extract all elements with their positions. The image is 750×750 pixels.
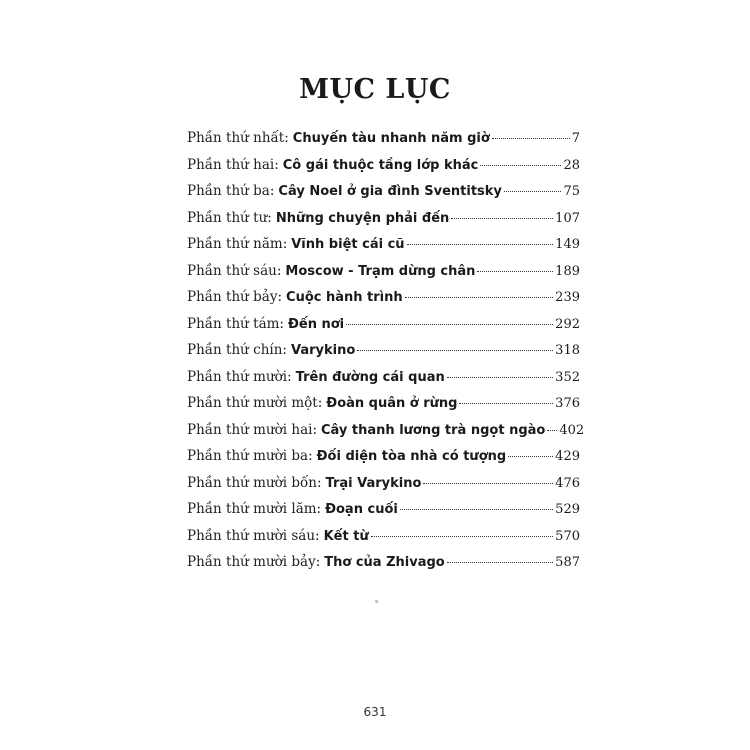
toc-entry bbox=[187, 475, 580, 502]
part-label: Phần thứ mười sáu bbox=[187, 527, 316, 544]
toc-entry bbox=[187, 236, 580, 263]
entry-page-number: 352 bbox=[555, 369, 580, 385]
dot-leader bbox=[447, 377, 553, 378]
dot-leader bbox=[508, 456, 553, 457]
entry-page-number: 75 bbox=[563, 184, 580, 199]
part-label: Phần thứ sáu bbox=[187, 262, 277, 279]
separator: : bbox=[284, 130, 289, 146]
dot-leader bbox=[477, 271, 553, 272]
chapter-title: Cây thanh lương trà ngọt ngào bbox=[321, 422, 546, 438]
page-title: MỤC LỤC bbox=[299, 74, 451, 105]
separator: : bbox=[287, 368, 292, 385]
part-label: Phần thứ nhất bbox=[187, 130, 285, 146]
toc-entry bbox=[187, 289, 580, 316]
part-label: Phần thứ hai bbox=[187, 156, 275, 173]
toc-entry bbox=[187, 157, 580, 184]
chapter-title: Trên đường cái quan bbox=[295, 369, 445, 385]
dot-leader bbox=[423, 483, 553, 484]
chapter-title: Varykino bbox=[290, 343, 356, 358]
separator: : bbox=[274, 156, 279, 173]
separator: : bbox=[282, 342, 287, 358]
dot-leader bbox=[451, 218, 553, 219]
part-label: Phần thứ tư bbox=[187, 209, 268, 226]
separator: : bbox=[316, 501, 322, 517]
separator: : bbox=[317, 395, 323, 411]
entry-page-number: 429 bbox=[555, 449, 580, 464]
part-label: Phần thứ ba bbox=[187, 183, 270, 199]
entry-page-number: 529 bbox=[555, 502, 580, 517]
chapter-title: Đoạn cuối bbox=[325, 502, 398, 517]
entry-page-number: 318 bbox=[555, 343, 580, 358]
separator: : bbox=[308, 448, 313, 464]
part-label: Phần thứ mười bbox=[187, 368, 288, 385]
entry-page-number: 28 bbox=[563, 157, 580, 173]
entry-page-number: 402 bbox=[559, 422, 585, 438]
dot-leader bbox=[492, 138, 570, 139]
part-label: Phần thứ mười lăm bbox=[187, 501, 317, 517]
dot-leader bbox=[480, 165, 561, 166]
entry-page-number: 189 bbox=[555, 263, 580, 279]
separator: : bbox=[277, 289, 283, 305]
part-label: Phần thứ năm bbox=[187, 236, 283, 252]
separator: : bbox=[269, 183, 275, 199]
entry-page-number: 7 bbox=[571, 131, 580, 146]
chapter-title: Chuyến tàu nhanh năm giờ bbox=[292, 131, 490, 146]
part-label: Phần thứ mười hai bbox=[187, 421, 313, 438]
separator: : bbox=[282, 236, 288, 252]
toc-entry bbox=[187, 183, 580, 210]
chapter-title: Cuộc hành trình bbox=[286, 290, 403, 305]
separator: : bbox=[315, 554, 321, 570]
chapter-title: Những chuyện phải đến bbox=[275, 210, 450, 226]
dot-leader bbox=[346, 324, 553, 325]
entry-page-number: 107 bbox=[555, 210, 580, 226]
dot-leader bbox=[447, 562, 553, 563]
toc-entry bbox=[187, 528, 580, 555]
toc-entry bbox=[187, 421, 585, 449]
entry-page-number: 587 bbox=[555, 555, 580, 570]
part-label: Phần thứ tám bbox=[187, 315, 280, 332]
separator: : bbox=[312, 421, 317, 438]
toc-entry bbox=[187, 130, 580, 157]
chapter-title: Moscow - Trạm dừng chân bbox=[285, 263, 476, 279]
paper-speck bbox=[375, 600, 378, 603]
dot-leader bbox=[547, 430, 557, 431]
separator: : bbox=[315, 527, 320, 544]
chapter-title: Vĩnh biệt cái cũ bbox=[291, 237, 405, 252]
entry-page-number: 376 bbox=[555, 396, 580, 411]
page-number: 631 bbox=[363, 705, 387, 719]
part-label: Phần thứ chín bbox=[187, 342, 283, 358]
dot-leader bbox=[400, 509, 553, 510]
toc-entry bbox=[187, 210, 580, 237]
part-label: Phần thứ mười bốn bbox=[187, 474, 317, 491]
separator: : bbox=[276, 262, 282, 279]
entry-page-number: 239 bbox=[555, 290, 580, 305]
part-label: Phần thứ mười một bbox=[187, 395, 318, 411]
dot-leader bbox=[459, 403, 553, 404]
part-label: Phần thứ bảy bbox=[187, 289, 278, 305]
chapter-title: Đối diện tòa nhà có tượng bbox=[316, 449, 507, 464]
toc-entry bbox=[187, 369, 580, 396]
toc-entry bbox=[187, 342, 580, 369]
toc-entry bbox=[187, 554, 580, 581]
table-of-contents bbox=[187, 130, 585, 581]
chapter-title: Trại Varykino bbox=[325, 475, 422, 491]
chapter-title: Đến nơi bbox=[287, 316, 345, 332]
dot-leader bbox=[357, 350, 553, 351]
dot-leader bbox=[371, 536, 553, 537]
toc-entry bbox=[187, 263, 580, 290]
entry-page-number: 570 bbox=[555, 528, 580, 544]
separator: : bbox=[279, 315, 284, 332]
chapter-title: Đoàn quân ở rừng bbox=[326, 396, 458, 411]
dot-leader bbox=[405, 297, 554, 298]
chapter-title: Cây Noel ở gia đình Sventitsky bbox=[278, 184, 502, 199]
toc-entry bbox=[187, 501, 580, 528]
toc-entry bbox=[187, 448, 580, 475]
dot-leader bbox=[504, 191, 562, 192]
entry-page-number: 476 bbox=[555, 475, 580, 491]
toc-entry bbox=[187, 395, 580, 422]
chapter-title: Thơ của Zhivago bbox=[324, 555, 445, 570]
chapter-title: Kết từ bbox=[323, 528, 369, 544]
toc-entry bbox=[187, 316, 580, 343]
part-label: Phần thứ mười bảy bbox=[187, 554, 316, 570]
entry-page-number: 292 bbox=[555, 316, 580, 332]
part-label: Phần thứ mười ba bbox=[187, 448, 309, 464]
dot-leader bbox=[407, 244, 554, 245]
separator: : bbox=[316, 474, 322, 491]
entry-page-number: 149 bbox=[555, 237, 580, 252]
separator: : bbox=[267, 209, 272, 226]
chapter-title: Cô gái thuộc tầng lớp khác bbox=[282, 157, 479, 173]
